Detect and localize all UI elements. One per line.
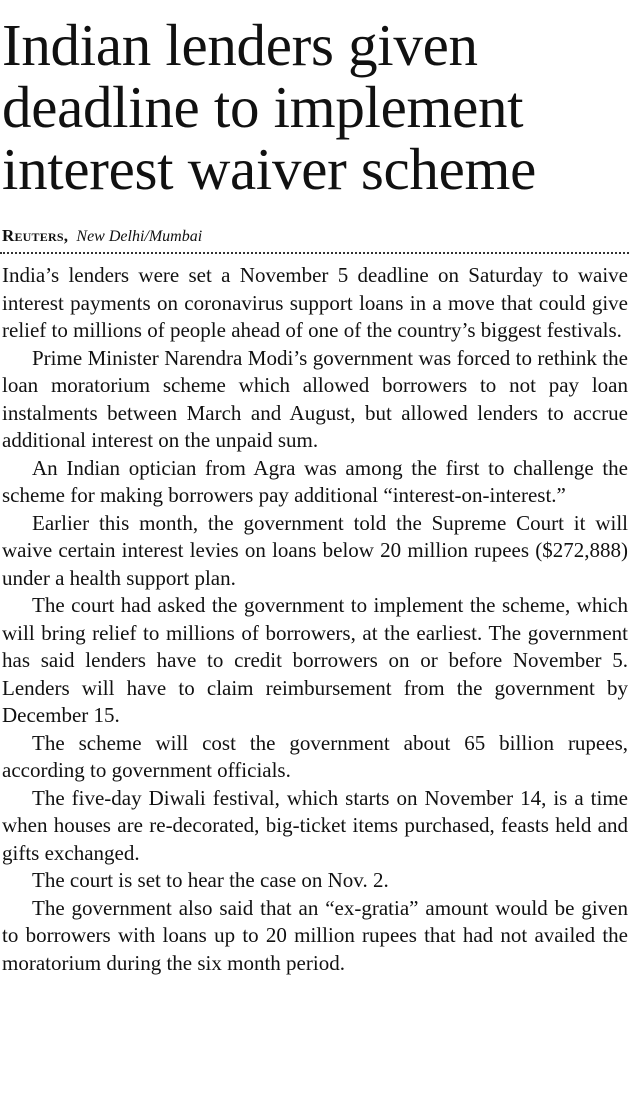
- paragraph: Earlier this month, the government told the Supreme Court it will waive certain interest levies on loans below 20 million rupees ($272,888) under a health support plan.: [2, 510, 628, 590]
- dotted-divider: [0, 252, 629, 254]
- paragraph: The five-day Diwali festival, which starts on November 14, is a time when houses are re-decorated, big-ticket items purchased, feasts held and gifts exchanged.: [2, 785, 628, 865]
- paragraph: An Indian optician from Agra was among the first to challenge the scheme for making borrowers pay additional “interest-on-interest.”: [2, 455, 628, 507]
- paragraph: The court had asked the government to implement the scheme, which will bring relief to millions of borrowers, at the earliest. The government has said lenders have to credit borrowers on or before November 5. Lenders will have to claim reimbursement from the government by December 15.: [2, 593, 628, 727]
- paragraph: Prime Minister Narendra Modi’s government was forced to rethink the loan moratorium scheme which allowed borrowers to not pay loan instalments between March and August, but allowed lenders to accrue additional interest on the unpaid sum.: [2, 345, 628, 452]
- paragraph: The scheme will cost the government about 65 billion rupees, according to government officials.: [2, 730, 628, 782]
- byline: [0, 226, 629, 246]
- byline-place: New Delhi/Mumbai: [76, 228, 203, 245]
- paragraph: The court is set to hear the case on Nov. 2.: [32, 868, 389, 892]
- paragraph: India’s lenders were set a November 5 deadline on Saturday to waive interest payments on coronavirus support loans in a move that could give relief to millions of people ahead of one of the country’s biggest festivals.: [2, 263, 628, 342]
- byline-agency: Reuters,: [2, 226, 69, 245]
- paragraph: The government also said that an “ex-gratia” amount would be given to borrowers with loans up to 20 million rupees that had not availed the moratorium during the six month period.: [2, 895, 628, 975]
- article-body: [0, 262, 629, 977]
- headline: Indian lenders given deadline to implement interest waiver scheme: [2, 12, 536, 202]
